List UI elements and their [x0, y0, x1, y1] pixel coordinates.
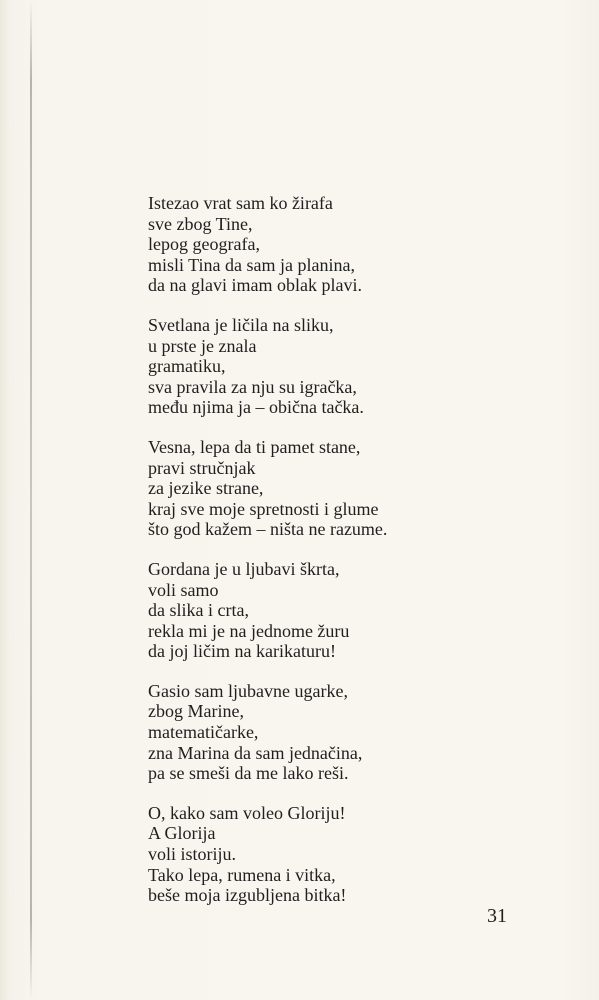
stanza-2 [148, 315, 478, 418]
poem-line: da joj ličim na karikaturu! [148, 641, 336, 662]
poem-line: zna Marina da sam jednačina, [148, 742, 363, 763]
poem-line: misli Tina da sam ja planina, [148, 254, 355, 275]
poem-line: da na glavi imam oblak plavi. [148, 275, 362, 296]
poem-line: sve zbog Tine, [148, 213, 253, 234]
stanza-6 [148, 803, 478, 906]
poem-line: sva pravila za nju su igračka, [148, 376, 357, 397]
poem-line: A Glorija [148, 823, 216, 844]
poem-line: da slika i crta, [148, 600, 249, 621]
stanza-3 [148, 437, 478, 540]
poem-line: Istezao vrat sam ko žirafa [148, 193, 333, 213]
poem-line: rekla mi je na jednome žuru [148, 620, 350, 641]
stanza-1 [148, 193, 478, 296]
poem-line: za jezike strane, [148, 478, 264, 499]
poem-line: Vesna, lepa da ti pamet stane, [148, 436, 361, 457]
poem-line: O, kako sam voleo Gloriju! [148, 802, 346, 823]
poem-line: beše moja izgubljena bitka! [148, 885, 347, 906]
page-number: 31 [487, 905, 507, 927]
page-gutter [30, 0, 32, 1000]
poem-line: Tako lepa, rumena i vitka, [148, 864, 336, 885]
poem-line: među njima ja – obična tačka. [148, 397, 364, 418]
poem-line: voli istoriju. [148, 844, 237, 865]
poem-line: Gasio sam ljubavne ugarke, [148, 680, 348, 701]
poem-line: pa se smeši da me lako reši. [148, 763, 349, 784]
poem-line: voli samo [148, 579, 219, 600]
poem-line: gramatiku, [148, 356, 226, 377]
poem-line: lepog geografa, [148, 234, 260, 255]
poem [148, 193, 478, 925]
poem-line: Gordana je u ljubavi škrta, [148, 558, 340, 579]
poem-line: Svetlana je ličila na sliku, [148, 314, 334, 335]
poem-line: zbog Marine, [148, 701, 244, 722]
poem-line: kraj sve moje spretnosti i glume [148, 498, 379, 519]
poem-line: u prste je znala [148, 335, 257, 356]
poem-line: matematičarke, [148, 722, 259, 743]
stanza-4 [148, 559, 478, 662]
poem-line: što god kažem – ništa ne razume. [148, 519, 388, 540]
poem-line: pravi stručnjak [148, 457, 256, 478]
stanza-5 [148, 681, 478, 784]
